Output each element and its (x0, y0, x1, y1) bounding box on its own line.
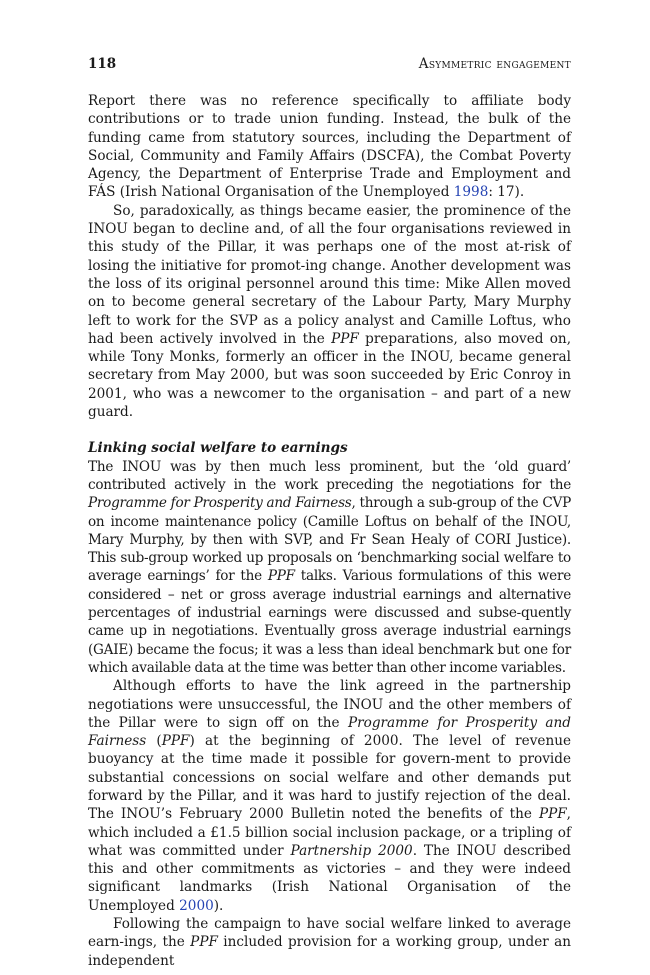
body-text (88, 92, 571, 970)
page-number: 118 (88, 56, 117, 72)
text-run: talks. Various formulations of this were considered – net or gross average industrial earnings and alternative percentages of industrial earnings were discussed and subse-quently came up in negotiations. Eventually gross average industrial earnings (GAIE) became the focus; it was a less than ideal benchmark but one for which available data at the time was better than other income variables. (88, 568, 571, 676)
text-run: ) at the beginning of 2000. The level of revenue buoyancy at the time made it possible for govern-ment to provide substantial concessions on social welfare and other demands put forward by the Pillar, and it was hard to justify rejection of the deal. The INOU’s February 2000 Bulletin noted the benefits of the (88, 733, 572, 823)
italic-text: Programme for Prosperity and Fairness (88, 495, 352, 512)
paragraph (88, 458, 571, 678)
text-run: included provision for a working group, under an independent (88, 934, 571, 969)
section-heading: Linking social welfare to earnings (88, 440, 348, 457)
paragraph (88, 202, 571, 422)
text-run: ( (146, 733, 162, 750)
paragraph (88, 677, 571, 915)
italic-text: PPF (190, 934, 218, 951)
text-run: So, paradoxically, as things became easier, the prominence of the INOU began to decline and, of all the four organisations reviewed in this study of the Pillar, it was perhaps one of the most at-risk of losing the initiative for promot-ing change. Another development was the loss of its original personnel around this time: Mike Allen moved on to become general secretary of the Labour Party, Mary Murphy left to work for the SVP as a policy analyst and Camille Loftus, who had been actively involved in the (88, 202, 571, 347)
text-run: Report there was no reference specifically to affiliate body contributions or to trade union funding. Instead, the bulk of the funding came from statutory sources, including the Department of Social, Community and Family Affairs (DSCFA), the Combat Poverty Agency, the Department of Enterprise Trade and Employment and FÁS (Irish National Organisation of the Unemployed (88, 93, 571, 201)
text-run: Following the campaign to have social welfare linked to average earn-ings, the (88, 916, 571, 951)
citation-link[interactable]: 2000 (179, 897, 214, 914)
book-page (88, 56, 571, 970)
italic-text: PPF (161, 733, 190, 750)
citation-link[interactable]: 1998 (453, 184, 489, 201)
italic-text: Programme for Prosperity and Fairness (88, 714, 571, 750)
italic-text: PPF (538, 806, 567, 823)
italic-text: PPF (267, 568, 295, 585)
text-run: . The INOU described this and other commitments as victories – and they were indeed significant landmarks (Irish National Organisation of the Unemployed (88, 842, 571, 914)
text-run: The INOU was by then much less prominent, but the ‘old guard’ contributed actively in the work preceding the negotiations for the (88, 458, 571, 493)
text-run: preparations, also moved on, while Tony Monks, formerly an officer in the INOU, became general secretary from May 2000, but was soon succeeded by Eric Conroy in 2001, who was a newcomer to the organisation – and part of a new guard. (88, 330, 572, 421)
italic-text: PPF (331, 330, 359, 347)
text-run: , through a sub-group of the CVP on income maintenance policy (Camille Loftus on behalf of the INOU, Mary Murphy, by then with SVP, and Fr Sean Healy of CORI Justice). This sub-group worked up proposals on ‘benchmarking social welfare to average earnings’ for the (88, 495, 571, 585)
text-run: , which included a £1.5 billion social inclusion package, or a tripling of what was committed under (88, 806, 571, 859)
text-run: Although efforts to have the link agreed in the partnership negotiations were unsuccessful, the INOU and the other members of the Pillar were to sign off on the (88, 678, 571, 731)
text-run: : 17). (488, 184, 525, 201)
running-title: Asymmetric engagement (418, 56, 571, 72)
italic-text: Partnership 2000 (290, 842, 413, 859)
paragraph (88, 915, 571, 970)
paragraph (88, 92, 571, 202)
page-header (88, 56, 571, 82)
text-run: ). (213, 897, 224, 914)
